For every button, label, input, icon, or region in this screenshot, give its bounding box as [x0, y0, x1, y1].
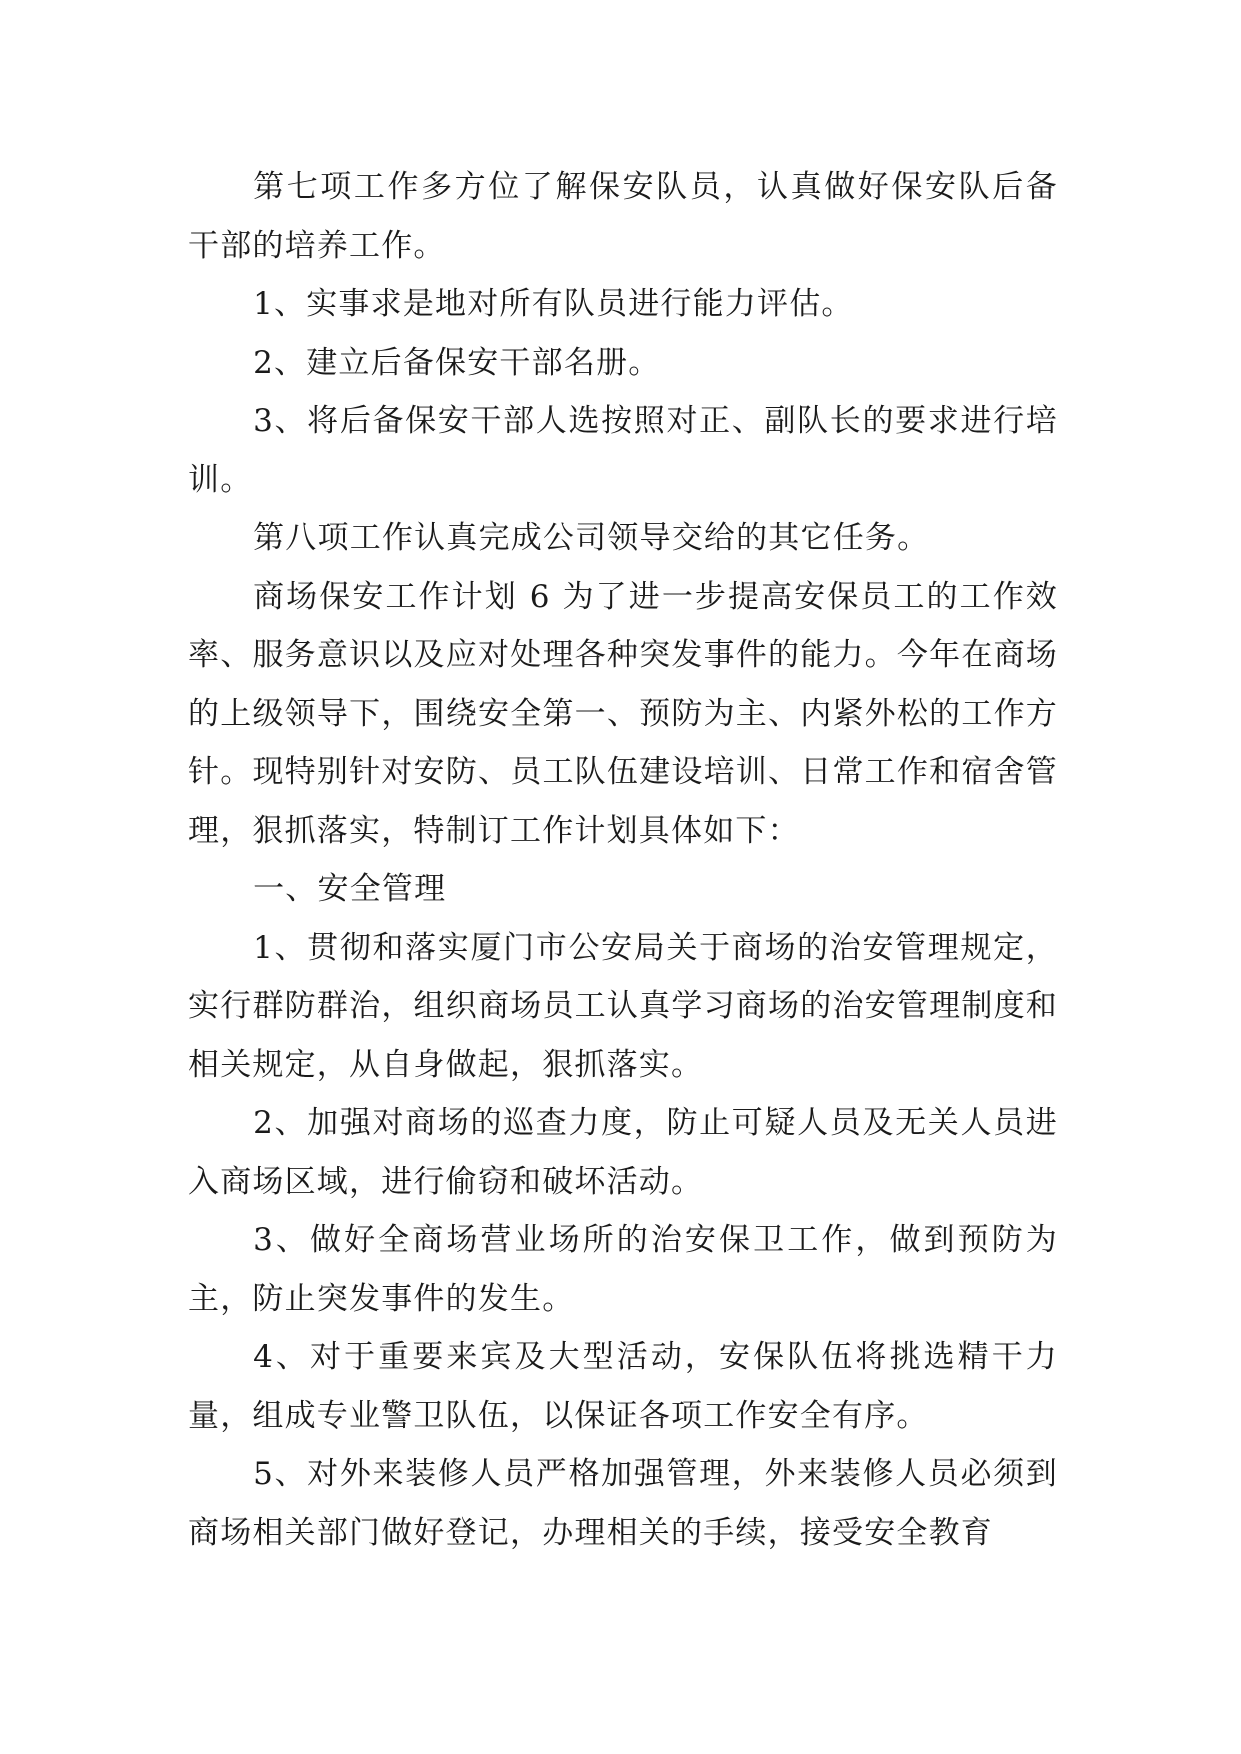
paragraph-item-3-training: 3、将后备保安干部人选按照对正、副队长的要求进行培训。 [188, 403, 1058, 498]
paragraph-safety-item-1: 1、贯彻和落实厦门市公安局关于商场的治安管理规定，实行群防群治，组织商场员工认真学习商场的治安管理制度和相关规定，从自身做起，狠抓落实。 [188, 929, 1058, 1083]
paragraph-safety-item-4: 4、对于重要来宾及大型活动，安保队伍将挑选精干力量，组成专业警卫队伍，以保证各项工作安全有序。 [188, 1339, 1058, 1434]
paragraph-7th-task: 第七项工作多方位了解保安队员，认真做好保安队后备干部的培养工作。 [188, 169, 1058, 264]
paragraph-item-2-roster: 2、建立后备保安干部名册。 [253, 344, 661, 381]
paragraph-safety-item-2: 2、加强对商场的巡查力度，防止可疑人员及无关人员进入商场区域，进行偷窃和破坏活动。 [188, 1105, 1058, 1200]
paragraph-8th-task: 第八项工作认真完成公司领导交给的其它任务。 [253, 520, 930, 556]
paragraph-plan-6-intro: 商场保安工作计划 6 为了进一步提高安保员工的工作效率、服务意识以及应对处理各种突发事件的能力。今年在商场的上级领导下，围绕安全第一、预防为主、内紧外松的工作方针。现特别针对安防、员工队伍建设培训、日常工作和宿舍管理，狠抓落实，特制订工作计划具体如下： [188, 578, 1058, 849]
paragraph-item-1-assessment: 1、实事求是地对所有队员进行能力评估。 [253, 286, 854, 322]
paragraph-safety-item-5: 5、对外来装修人员严格加强管理，外来装修人员必须到商场相关部门做好登记，办理相关的手续，接受安全教育 [188, 1456, 1058, 1551]
section-heading-safety-management: 一、安全管理 [253, 871, 447, 907]
document-body [188, 158, 1058, 1562]
paragraph-safety-item-3: 3、做好全商场营业场所的治安保卫工作，做到预防为主，防止突发事件的发生。 [188, 1222, 1058, 1317]
